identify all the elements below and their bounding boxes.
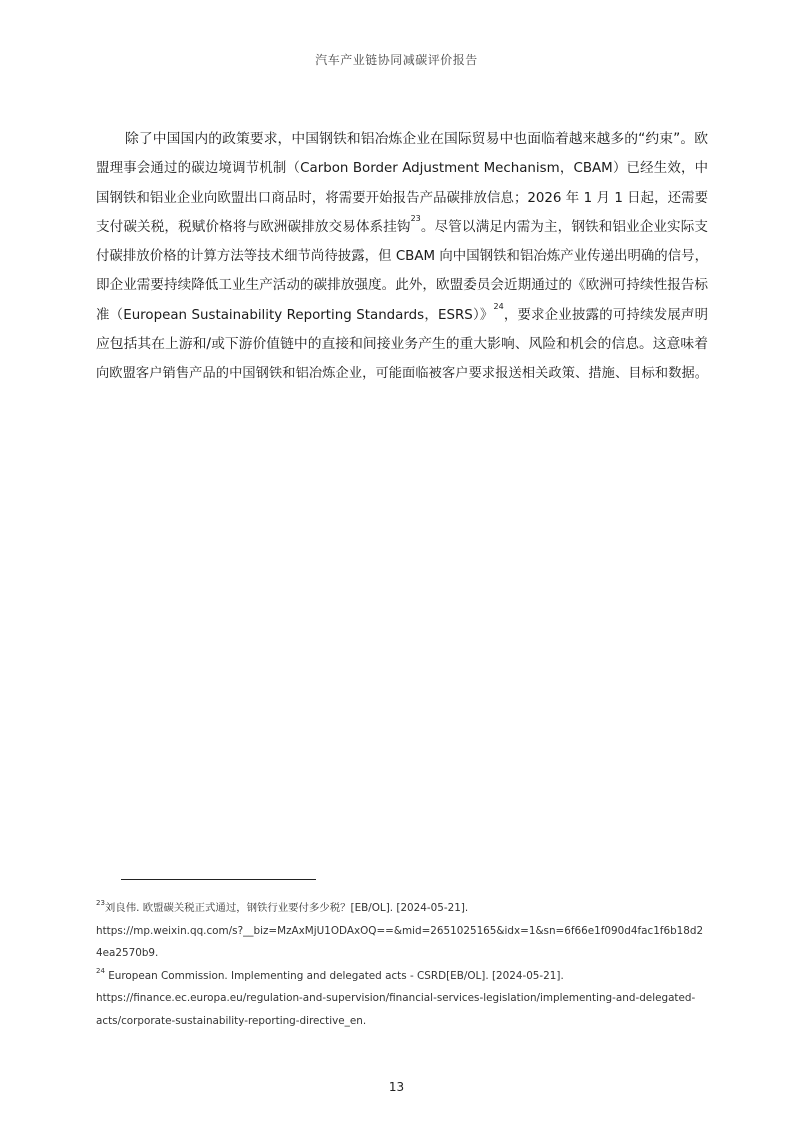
body-line xyxy=(96,213,708,242)
footnote-divider xyxy=(121,879,316,880)
body-line: 除了中国国内的政策要求，中国钢铁和铝冶炼企业在国际贸易中也面临着越来越多的“约束”。欧 xyxy=(125,131,708,147)
footnote-23-url-cont[interactable]: 4ea2570b9. xyxy=(96,947,159,960)
body-line xyxy=(96,301,708,330)
footnote-24-url[interactable]: https://finance.ec.europa.eu/regulation-and-supervision/financial-services-legislation/implementing-and-delegated- xyxy=(96,992,696,1005)
body-line-text: 支付碳关税，税赋价格将与欧洲碳排放交易体系挂钩 xyxy=(96,218,411,235)
body-line: 盟理事会通过的碳边境调节机制（Carbon Border Adjustment Mechanism，CBAM）已经生效，中 xyxy=(96,161,708,177)
body-line-text: 准（European Sustainability Reporting Standards，ESRS）》 xyxy=(96,307,494,323)
footnote-23-url[interactable]: https://mp.weixin.qq.com/s?__biz=MzAxMjU1ODAxOQ==&mid=2651025165&idx=1&sn=6f66e1f090d4fac1f6b18d2 xyxy=(96,924,704,937)
footnote-mark-23: 23 xyxy=(96,899,105,907)
body-line: 应包括其在上游和/或下游价值链中的直接和间接业务产生的重大影响、风险和机会的信息。这意味着 xyxy=(96,336,708,353)
footnote-24 xyxy=(96,965,708,988)
footnote-24-url-cont[interactable]: acts/corporate-sustainability-reporting-directive_en. xyxy=(96,1014,367,1027)
body-line: 付碳排放价格的计算方法等技术细节尚待披露，但 CBAM 向中国钢铁和铝冶炼产业传递出明确的信号， xyxy=(96,249,708,265)
footnotes xyxy=(96,897,708,1033)
footnote-ref-23[interactable]: 23 xyxy=(410,213,421,223)
body-line: 国钢铁和铝业企业向欧盟出口商品时，将需要开始报告产品碳排放信息；2026 年 1 月 1 日起，还需要 xyxy=(96,190,708,206)
body-paragraph xyxy=(96,125,708,389)
footnote-text: 刘良伟. 欧盟碳关税正式通过，钢铁行业要付多少税？[EB/OL]. [2024-05-21]. xyxy=(104,902,469,914)
body-line: 即企业需要持续降低工业生产活动的碳排放强度。此外，欧盟委员会近期通过的《欧洲可持续性报告标 xyxy=(96,277,708,294)
body-line: 向欧盟客户销售产品的中国钢铁和铝冶炼企业，可能面临被客户要求报送相关政策、措施、目标和数据。 xyxy=(96,366,708,382)
footnote-23 xyxy=(96,897,708,920)
body-line-text: 。尽管以满足内需为主，钢铁和铝业企业实际支 xyxy=(420,218,709,235)
footnote-ref-24[interactable]: 24 xyxy=(493,301,504,311)
footnote-text: European Commission. Implementing and delegated acts - CSRD[EB/OL]. [2024-05-21]. xyxy=(104,969,564,982)
body-line-text: ，要求企业披露的可持续发展声明 xyxy=(503,307,708,323)
page-number: 13 xyxy=(388,1080,405,1094)
footnote-mark-24: 24 xyxy=(96,966,105,975)
running-header: 汽车产业链协同减碳评价报告 xyxy=(315,53,478,67)
